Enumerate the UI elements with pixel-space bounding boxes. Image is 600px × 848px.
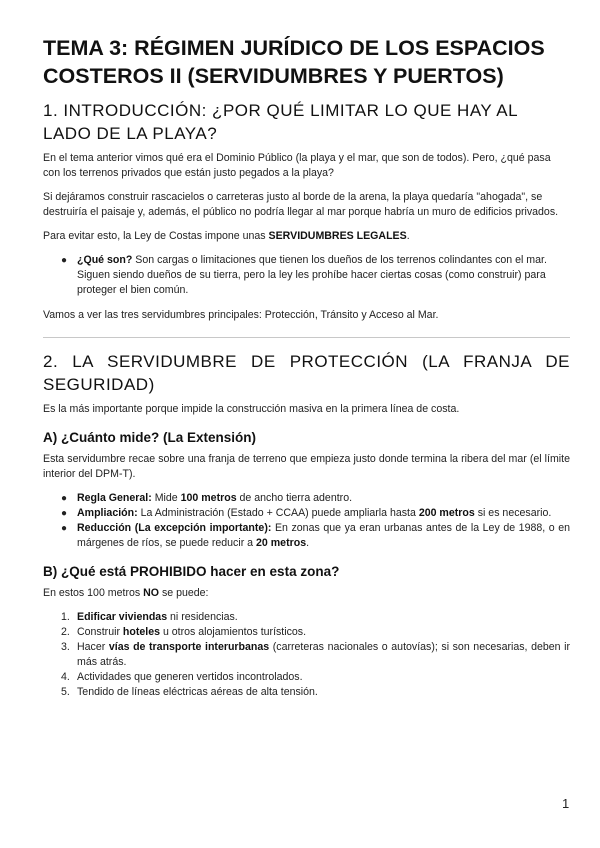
document-title: TEMA 3: RÉGIMEN JURÍDICO DE LOS ESPACIOS COSTEROS II (SERVIDUMBRES Y PUERTOS) [43, 36, 545, 88]
list-item: ● Ampliación: La Administración (Estado + CCAA) puede ampliarla hasta 200 metros si es necesario. [61, 507, 552, 519]
section-1-paragraph-3: Para evitar esto, la Ley de Costas impone unas SERVIDUMBRES LEGALES. [43, 230, 410, 242]
subsection-a-heading: A) ¿Cuánto mide? (La Extensión) [43, 430, 257, 445]
bullet-icon: ● [61, 523, 68, 534]
subsection-a-paragraph: Esta servidumbre recae sobre una franja de terreno que empieza justo donde termina la ribera del mar (el límite interior del DPM-T). [43, 453, 570, 480]
subsection-b-heading: B) ¿Qué está PROHIBIDO hacer en esta zona? [43, 564, 340, 579]
section-1-paragraph-4: Vamos a ver las tres servidumbres principales: Protección, Tránsito y Acceso al Mar. [43, 309, 439, 321]
list-item: 4. Actividades que generen vertidos incontrolados. [61, 671, 303, 683]
section-1-paragraph-2: Si dejáramos construir rascacielos o carreteras justo al borde de la arena, la playa quedaría "ahogada", se destruiría el paisaje y, además, el público no podría llegar al mar porque habría un muro de edificios privados. [43, 191, 559, 218]
subsection-b-intro: En estos 100 metros NO se puede: [43, 587, 209, 599]
page-number: 1 [562, 796, 570, 811]
bullet-icon: ● [61, 255, 68, 266]
document-page [43, 34, 570, 710]
section-divider [43, 337, 570, 338]
list-item: 2. Construir hoteles u otros alojamientos turísticos. [61, 626, 307, 638]
list-item: 3. Hacer vías de transporte interurbanas (carreteras nacionales o autovías); si son necesarias, deben ir más atrás. [61, 641, 571, 668]
prohibitions-list [43, 610, 570, 700]
definition-list [43, 253, 570, 298]
servidumbres-legales-term: SERVIDUMBRES LEGALES [268, 230, 407, 242]
extension-list [43, 491, 570, 551]
list-item: 1. Edificar viviendas ni residencias. [61, 611, 238, 623]
section-2-intro: Es la más importante porque impide la construcción masiva en la primera línea de costa. [43, 403, 460, 415]
list-item: ● ¿Qué son? Son cargas o limitaciones que tienen los dueños de los terrenos colindantes con el mar. Siguen siendo dueños de su tierra, pero la ley les prohíbe hacer ciertas cosas (como construir) para proteger el bien común. [61, 254, 547, 296]
section-2-heading: 2. LA SERVIDUMBRE DE PROTECCIÓN (LA FRANJA DE SEGURIDAD) [43, 352, 570, 394]
section-1-paragraph-1: En el tema anterior vimos qué era el Dominio Público (la playa y el mar, que son de todos). Pero, ¿qué pasa con los terrenos privados que están justo pegados a la playa? [43, 152, 551, 179]
list-item: 5. Tendido de líneas eléctricas aéreas de alta tensión. [61, 686, 318, 698]
bullet-icon: ● [61, 493, 68, 504]
section-1-heading: 1. INTRODUCCIÓN: ¿POR QUÉ LIMITAR LO QUE HAY AL LADO DE LA PLAYA? [43, 101, 518, 143]
list-item: ● Regla General: Mide 100 metros de ancho tierra adentro. [61, 492, 353, 504]
list-item: ● Reducción (La excepción importante): En zonas que ya eran urbanas antes de la Ley de 1988, o en márgenes de ríos, se puede reducir a 20 metros. [61, 522, 571, 549]
bullet-icon: ● [61, 508, 68, 519]
